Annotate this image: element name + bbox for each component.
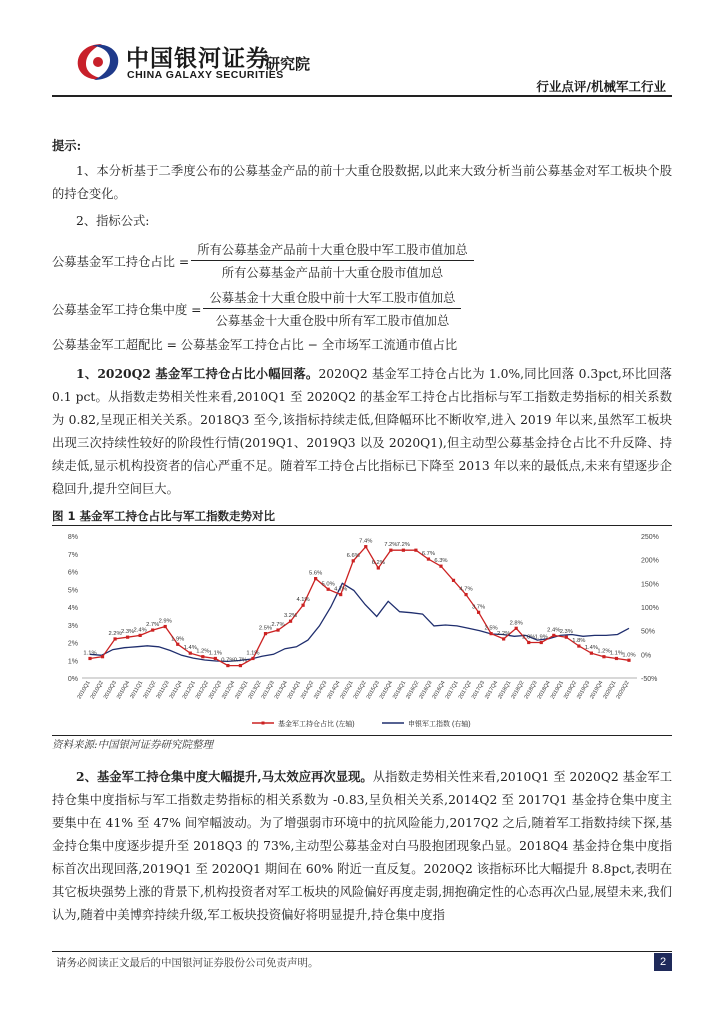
x-axis-tick-label: 2016Q3 — [418, 680, 434, 701]
data-label: 1.1% — [83, 650, 97, 657]
x-axis-tick-label: 2011Q2 — [142, 680, 158, 700]
data-point — [327, 588, 330, 591]
data-point — [615, 657, 618, 660]
formula-concentration — [52, 288, 461, 329]
data-label: 2.4% — [547, 627, 561, 634]
left-axis-tick-label: 2% — [67, 640, 78, 648]
data-label: 2.2% — [497, 630, 511, 637]
data-label: 6.2% — [371, 559, 385, 566]
x-axis-tick-label: 2010Q2 — [89, 680, 105, 701]
x-axis-tick-label: 2018Q1 — [497, 680, 513, 701]
x-axis-tick-label: 2015Q2 — [352, 680, 368, 701]
data-point — [427, 557, 430, 560]
data-label: 7.2% — [384, 542, 398, 549]
formula-overweight: 公募基金军工超配比 = 公募基金军工持仓占比 − 全市场军工流通市值占比 — [52, 338, 458, 352]
formula-2-denominator: 公募基金十大重仓股中所有军工股市值加总 — [215, 314, 450, 328]
data-label: 6.3% — [434, 558, 448, 565]
data-label: 1.4% — [183, 645, 197, 652]
x-axis-tick-label: 2020Q2 — [615, 680, 631, 701]
x-axis-tick-label: 2015Q1 — [339, 680, 355, 701]
x-axis-tick-label: 2013Q3 — [260, 680, 276, 701]
footer-divider — [52, 951, 672, 952]
data-point — [239, 664, 242, 667]
legend-label-index: 申银军工指数 (右轴) — [408, 721, 471, 728]
x-axis-tick-label: 2016Q1 — [392, 680, 408, 701]
right-axis-tick-label: 250% — [641, 534, 659, 541]
x-axis-tick-label: 2010Q4 — [116, 680, 132, 701]
data-point — [389, 549, 392, 552]
formula-1-numerator: 所有公募基金产品前十大重仓股中军工股市值加总 — [191, 240, 474, 261]
data-point — [552, 634, 555, 637]
x-axis-tick-label: 2010Q1 — [76, 680, 92, 701]
data-label: 2.7% — [271, 622, 285, 629]
x-axis-tick-label: 2018Q3 — [523, 680, 539, 701]
data-label: 2.7% — [146, 622, 160, 629]
x-axis-tick-label: 2020Q1 — [602, 680, 618, 701]
institute-label: 研究院 — [265, 55, 311, 73]
x-axis-tick-label: 2015Q3 — [365, 680, 381, 701]
data-label: 2.9% — [158, 618, 172, 625]
data-label: 6.7% — [421, 551, 436, 558]
data-point — [402, 549, 405, 552]
left-axis-tick-label: 5% — [67, 587, 78, 595]
x-axis-tick-label: 2011Q3 — [155, 680, 171, 700]
legend-label-fund: 基金军工持仓占比 (左轴) — [278, 721, 355, 728]
formula-1-denominator: 所有公募基金产品前十大重仓股市值加总 — [221, 266, 444, 280]
data-point — [502, 637, 505, 640]
data-label: 3.7% — [471, 604, 486, 611]
x-axis-tick-label: 2013Q4 — [273, 680, 289, 701]
data-point — [352, 559, 355, 562]
formula-1-lhs: 公募基金军工持仓占比 = — [52, 254, 190, 269]
data-point — [201, 655, 204, 658]
x-axis-tick-label: 2010Q3 — [102, 680, 119, 701]
hint-title: 提示: — [52, 138, 82, 153]
data-point — [126, 636, 129, 639]
data-label: 6.6% — [346, 552, 360, 559]
x-axis-tick-label: 2014Q2 — [300, 680, 316, 701]
data-point — [314, 577, 317, 580]
data-point — [565, 636, 568, 639]
paragraph-2 — [52, 765, 672, 927]
data-label: 2.4% — [133, 627, 147, 634]
x-axis-tick-label: 2014Q4 — [326, 680, 342, 701]
x-axis-tick-label: 2015Q4 — [378, 680, 395, 701]
data-label: 2.0% — [522, 634, 536, 641]
footer-disclaimer: 请务必阅读正文最后的中国银河证券股份公司免责声明。 — [56, 957, 319, 969]
paragraph-2-heading: 2、基金军工持仓集中度大幅提升,马太效应再次显现。 — [76, 769, 373, 784]
left-axis-tick-label: 1% — [67, 658, 78, 666]
data-point — [590, 652, 593, 655]
data-label: 0.7% — [233, 657, 248, 664]
data-point — [490, 632, 493, 635]
right-axis-tick-label: 200% — [641, 557, 659, 565]
left-axis-tick-label: 8% — [67, 534, 78, 541]
fund-holding-chart — [52, 528, 672, 733]
company-name-cn: 中国银河证券 — [126, 46, 270, 72]
x-axis-tick-label: 2012Q1 — [181, 680, 197, 701]
left-axis-tick-label: 3% — [67, 622, 78, 630]
data-label: 2.2% — [108, 630, 122, 637]
x-axis-tick-label: 2013Q1 — [234, 680, 250, 701]
formula-2-lhs: 公募基金军工持仓集中度 = — [52, 302, 202, 317]
right-axis-tick-label: -50% — [641, 676, 658, 683]
x-axis-tick-label: 2017Q3 — [470, 680, 487, 701]
figure-source: 资料来源:中国银河证券研究院整理 — [52, 739, 214, 751]
data-point — [377, 566, 380, 569]
data-point — [452, 579, 455, 582]
x-axis-tick-label: 2017Q2 — [457, 680, 473, 701]
data-point — [414, 549, 417, 552]
x-axis-tick-label: 2016Q2 — [405, 680, 421, 701]
x-axis-tick-label: 2012Q3 — [208, 680, 224, 701]
data-label: 0.7% — [221, 657, 235, 664]
report-type: 行业点评/机械军工行业 — [536, 79, 666, 94]
hint-item-1: 1、本分析基于二季度公布的公募基金产品的前十大重仓股数据,以此来大致分析当前公募基金对军工板块个股的持仓变化。 — [52, 164, 672, 201]
data-point — [164, 625, 167, 628]
left-axis-tick-label: 4% — [67, 605, 78, 612]
left-axis-tick-label: 0% — [67, 676, 78, 683]
right-axis-tick-label: 150% — [641, 581, 659, 589]
x-axis-tick-label: 2014Q1 — [286, 680, 303, 701]
data-label: 2.3% — [559, 629, 573, 636]
data-label: 1.2% — [196, 648, 210, 655]
x-axis-tick-label: 2014Q3 — [313, 680, 329, 701]
x-axis-tick-label: 2018Q4 — [536, 680, 552, 701]
company-name-en: CHINA GALAXY SECURITIES — [127, 69, 284, 81]
data-point — [139, 634, 142, 637]
data-label: 1.1% — [246, 650, 260, 657]
data-point — [289, 620, 292, 623]
page-number: 2 — [654, 953, 672, 971]
formula-2-numerator: 公募基金十大重仓股中前十大军工股市值加总 — [203, 288, 461, 309]
data-point — [101, 655, 104, 658]
data-point — [540, 641, 543, 644]
data-label: 7.4% — [359, 538, 373, 545]
x-axis-tick-label: 2011Q1 — [129, 680, 145, 700]
main-content — [52, 0, 672, 950]
data-label: 1.2% — [597, 648, 611, 655]
data-label: 1.9% — [534, 634, 548, 641]
x-axis-tick-label: 2016Q4 — [431, 680, 447, 701]
x-axis-tick-label: 2013Q2 — [247, 680, 263, 701]
paragraph-2-text: 从指数走势相关性来看,2010Q1 至 2020Q2 基金军工持仓集中度指标与军工指数走势指标的相关系数为 -0.83,呈负相关关系,2014Q2 至 2017Q1 基金持仓集中度主要集中在 41% 至 47% 间窄幅波动。为了增强弱市环境中的抗风险能力,2017Q2 之后,随着军工指数持续下探,基金持仓集中度逐步提升至 2018Q3 的 73%,主动型公募基金对白马股抱团现象凸显。2018Q4 基金持仓集中度指标首次出现回落,2019Q1 至 2020Q1 期间在 60% 附近一直反复。2020Q2 该指标环比大幅提升 8.8pct,表明在其它板块强势上涨的背景下,机构投资者对军工板块的风险偏好再度走弱,拥抱确定性的心态再次凸显,展望未来,我们认为,随着中美博弈持续升级,军工板块投资偏好将明显提升,持仓集中度指 — [52, 770, 672, 922]
data-point — [151, 628, 154, 631]
data-point — [439, 565, 442, 568]
data-point — [301, 604, 304, 607]
data-label: 1.4% — [584, 645, 599, 652]
data-label: 4.7% — [334, 586, 348, 593]
data-label: 1.9% — [171, 636, 185, 643]
data-label: 1.0% — [622, 652, 636, 659]
data-point — [189, 652, 192, 655]
data-point — [214, 657, 217, 660]
data-label: 2.5% — [484, 625, 498, 632]
x-axis-tick-label: 2019Q3 — [576, 680, 592, 701]
x-axis-tick-label: 2017Q4 — [484, 680, 500, 701]
data-point — [464, 593, 467, 596]
data-label: 5.6% — [309, 570, 323, 577]
data-label: 4.7% — [459, 586, 473, 593]
paragraph-1 — [52, 362, 672, 501]
data-point — [577, 644, 580, 647]
data-label: 1.1% — [208, 650, 222, 657]
right-axis-tick-label: 50% — [641, 628, 656, 636]
left-axis-tick-label: 7% — [67, 551, 78, 559]
formula-holding-ratio — [52, 240, 474, 281]
x-axis-tick-label: 2019Q4 — [589, 680, 605, 701]
data-point — [627, 659, 630, 662]
x-axis-tick-label: 2019Q1 — [549, 680, 566, 701]
data-point — [276, 628, 279, 631]
data-point — [113, 637, 116, 640]
data-point — [527, 641, 530, 644]
left-axis-tick-label: 6% — [67, 569, 78, 577]
figure-bottom-rule — [52, 735, 672, 736]
data-label: 4.1% — [296, 597, 310, 604]
data-point — [515, 627, 518, 630]
data-label: 2.8% — [509, 620, 523, 627]
x-axis-tick-label: 2019Q2 — [562, 680, 579, 701]
data-label: 1.1% — [609, 650, 624, 657]
figure-title: 图 1 基金军工持仓占比与军工指数走势对比 — [52, 509, 276, 523]
x-axis-tick-label: 2018Q2 — [510, 680, 526, 701]
right-axis-tick-label: 0% — [641, 652, 652, 660]
x-axis-tick-label: 2012Q2 — [194, 680, 211, 701]
x-axis-tick-label: 2017Q1 — [444, 680, 460, 701]
data-point — [251, 657, 254, 660]
right-axis-tick-label: 100% — [641, 605, 659, 612]
data-label: 3.2% — [283, 613, 298, 620]
data-label: 1.8% — [572, 638, 586, 645]
data-label: 7.2% — [396, 542, 410, 549]
data-point — [264, 632, 267, 635]
data-label: 2.3% — [120, 629, 135, 636]
data-label: 2.5% — [258, 625, 273, 632]
hint-item-2: 2、指标公式: — [76, 214, 150, 228]
data-point — [477, 611, 480, 614]
data-point — [88, 657, 91, 660]
x-axis-tick-label: 2011Q4 — [168, 680, 184, 700]
paragraph-1-text: 2020Q2 基金军工持仓占比为 1.0%,同比回落 0.3pct,环比回落 0.1 pct。从指数走势相关性来看,2010Q1 至 2020Q2 的基金军工持仓占比指标与军工指数走势指标的相关系数为 0.82,呈现正相关关系。2018Q3 至今,该指标持续走低,但降幅环比不断收窄,进入 2019 年以来,虽然军工板块出现三次持续性较好的阶段性行情(2019Q1、2019Q3 以及 2020Q1),但主动型公募基金持仓占比不升反降、持续走低,显示机构投资者的信心严重不足。随着军工持仓占比指标已下降至 2013 年以来的最低点,未来有望逐步企稳回升,提升空间巨大。 — [52, 367, 672, 496]
paragraph-1-heading: 1、2020Q2 基金军工持仓占比小幅回落。 — [76, 366, 319, 381]
data-point — [364, 545, 367, 548]
data-label: 5.0% — [321, 581, 335, 588]
data-point — [602, 655, 605, 658]
legend-marker-fund — [262, 722, 265, 725]
figure-top-rule — [52, 525, 672, 526]
data-point — [176, 643, 179, 646]
data-point — [226, 664, 229, 667]
data-point — [339, 593, 342, 596]
series-line — [90, 547, 629, 666]
x-axis-tick-label: 2012Q4 — [221, 680, 237, 701]
